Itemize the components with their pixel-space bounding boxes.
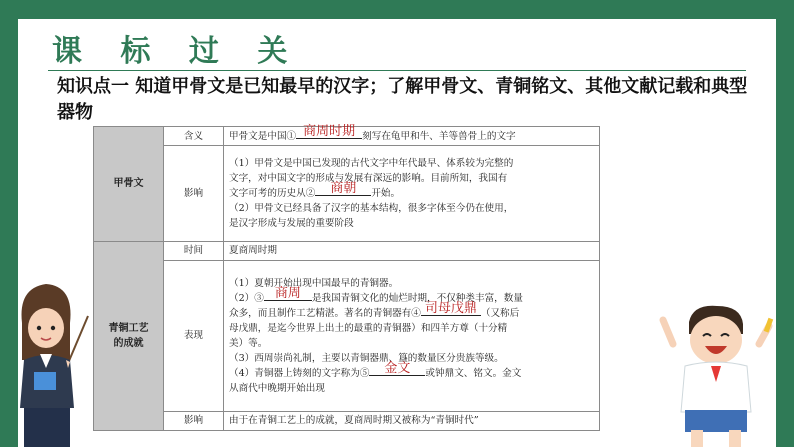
show-cell [224,260,600,411]
answer-text: 金文 [384,360,411,376]
meaning-cell [224,123,600,146]
category-jiaguwen: 甲骨文 [94,127,164,242]
raised-arm [663,320,673,344]
text: （1）夏朝开始出现中国最早的青铜器。 [229,277,399,289]
answer-blank [315,180,371,196]
face [28,308,64,348]
table-row [94,260,600,411]
teacher-illustration [8,268,93,447]
text: 母戊鼎，是迄今世界上出土的最重的青铜器）和四羊方尊（十分精 [229,322,508,334]
text: 美）等。 [229,337,268,349]
slide-title: 课 标 过 关 [52,34,302,69]
answer-text: 商朝 [330,180,357,196]
text: 的成就 [113,337,144,349]
answer-text: 商周 [274,285,301,301]
title-divider [48,70,746,71]
text: （2）甲骨文已经具备了汉字的基本结构，很多字体至今仍在使用， [229,202,514,214]
row-label-impact: 影响 [164,146,224,242]
text: （2）③ [229,292,264,304]
text: 或钟鼎文、铭文。金文 [425,367,522,379]
text: 是我国青铜文化的灿烂时期，不仅种类丰富，数量 [311,292,523,304]
table-row [94,411,600,430]
answer-blank [369,360,425,376]
text: 文字，对中国文字的形成与发展有深远的影响。目前所知，我国有 [229,172,508,184]
text: （1）甲骨文是中国已发现的古代文字中年代最早、体系较为完整的 [229,157,514,169]
text: （又称后 [480,307,520,319]
face [690,316,742,364]
knowledge-table [93,123,600,431]
text: 是汉字形成与发展的重要阶段 [229,217,354,229]
answer-text: 司母戊鼎 [424,300,477,316]
leg [691,430,703,447]
text: 刻写在龟甲和牛、羊等兽骨上的文字 [362,130,516,142]
text: 众多，而且制作工艺精湛。著名的青铜器有④ [229,307,421,319]
row-label-meaning: 含义 [164,127,224,146]
shorts [685,410,747,432]
text: 文字可考的历史从② [229,187,316,199]
book [34,372,56,390]
text: 开始。 [371,187,401,199]
answer-blank [421,300,481,316]
text: 青铜工艺 [108,322,149,334]
table-row [94,241,600,260]
answer-text: 商周时期 [303,123,356,139]
impact-cell [224,146,600,242]
text: （3）西周崇尚礼制，主要以青铜器鼎、簋的数量区分贵族等级。 [229,352,504,364]
row-label-time: 时间 [164,241,224,260]
time-cell: 夏商周时期 [224,241,600,260]
answer-blank [264,285,312,301]
row-label-impact: 影响 [164,411,224,430]
category-bronze [94,241,164,430]
answer-blank [296,123,362,139]
text: （4）青铜器上铸刻的文字称为⑤ [229,367,370,379]
row-label-show: 表现 [164,260,224,411]
table-row [94,146,600,242]
leg [729,430,741,447]
skirt [24,408,70,447]
boy-illustration [655,300,777,447]
text: 从商代中晚期开始出现 [229,382,325,394]
bronze-impact-cell: 由于在青铜工艺上的成就，夏商周时期又被称为“青铜时代” [224,411,600,430]
text: 甲骨文是中国① [229,130,297,142]
eye [51,326,55,330]
knowledge-point-heading: 知识点一 知道甲骨文是已知最早的汉字；了解甲骨文、青铜铭文、其他文献记载和典型器物 [57,76,748,123]
eye [37,326,41,330]
table-row [94,127,600,146]
